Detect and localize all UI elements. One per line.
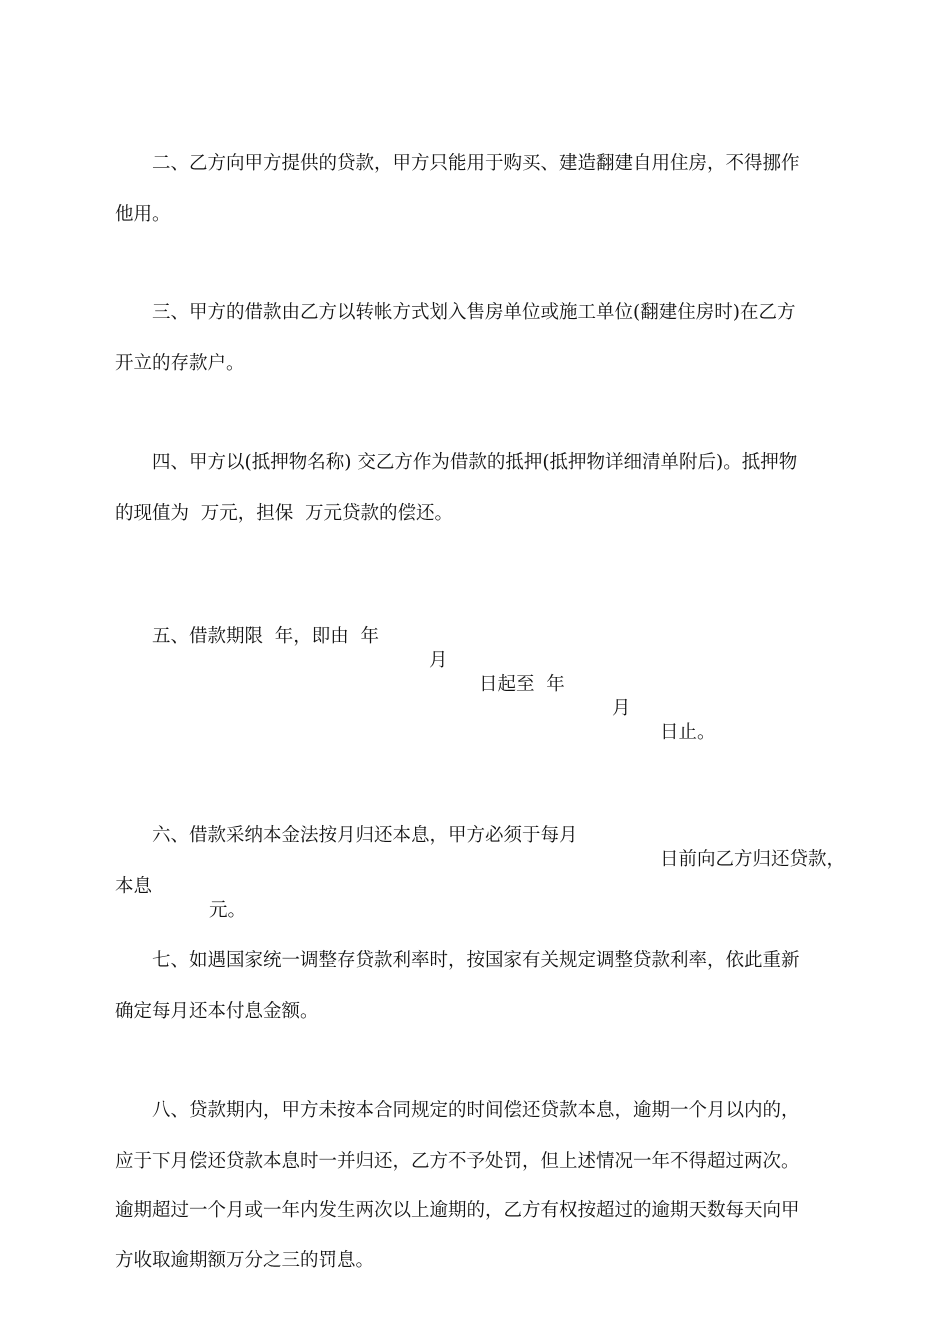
clause-6-part-c: 本息 bbox=[115, 876, 153, 897]
clause-7-line-2: 确定每月还本付息金额。 bbox=[115, 1001, 319, 1022]
clause-3-line-2: 开立的存款户。 bbox=[115, 353, 245, 374]
rate-line bbox=[152, 700, 882, 724]
clause-6-part-b: 日前向乙方归还贷款， bbox=[660, 849, 846, 870]
clause-5-part-d: 月 bbox=[612, 698, 631, 719]
clause-6-line-2 bbox=[115, 851, 845, 921]
clause-8-line-1: 八、贷款期内，甲方未按本合同规定的时间偿还贷款本息，逾期一个月以内的， bbox=[152, 1100, 800, 1121]
clause-2-line-2: 他用。 bbox=[115, 204, 171, 225]
clause-5-part-c: 日起至 年 bbox=[479, 674, 565, 695]
clause-7-line-1: 七、如遇国家统一调整存贷款利率时，按国家有关规定调整贷款利率，依此重新 bbox=[152, 950, 800, 971]
clause-5-part-e: 日止。 bbox=[660, 722, 716, 743]
clause-6-part-a: 六、借款采纳本金法按月归还本息，甲方必须于每月 bbox=[152, 825, 578, 846]
clause-8-line-2: 应于下月偿还贷款本息时一并归还，乙方不予处罚，但上述情况一年不得超过两次。 bbox=[115, 1151, 800, 1172]
clause-6-part-d: 元。 bbox=[209, 900, 247, 921]
clause-5-part-b: 月 bbox=[429, 650, 448, 671]
clause-5-line bbox=[152, 601, 882, 743]
clause-8-line-3: 逾期超过一个月或一年内发生两次以上逾期的，乙方有权按超过的逾期天数每天向甲 bbox=[115, 1200, 800, 1221]
clause-2-line-1: 二、乙方向甲方提供的贷款，甲方只能用于购买、建造翻建自用住房，不得挪作 bbox=[152, 153, 800, 174]
clause-6-line-1 bbox=[152, 800, 882, 870]
clause-3-line-1: 三、甲方的借款由乙方以转帐方式划入售房单位或施工单位(翻建住房时)在乙方 bbox=[152, 302, 796, 323]
clause-4-line-1: 四、甲方以(抵押物名称) 交乙方作为借款的抵押(抵押物详细清单附后)。抵押物 bbox=[152, 452, 798, 473]
clause-4-line-2: 的现值为 万元，担保 万元贷款的偿还。 bbox=[115, 503, 454, 524]
clause-5-part-a: 五、借款期限 年，即由 年 bbox=[152, 626, 380, 647]
clause-8-line-4: 方收取逾期额万分之三的罚息。 bbox=[115, 1250, 375, 1271]
